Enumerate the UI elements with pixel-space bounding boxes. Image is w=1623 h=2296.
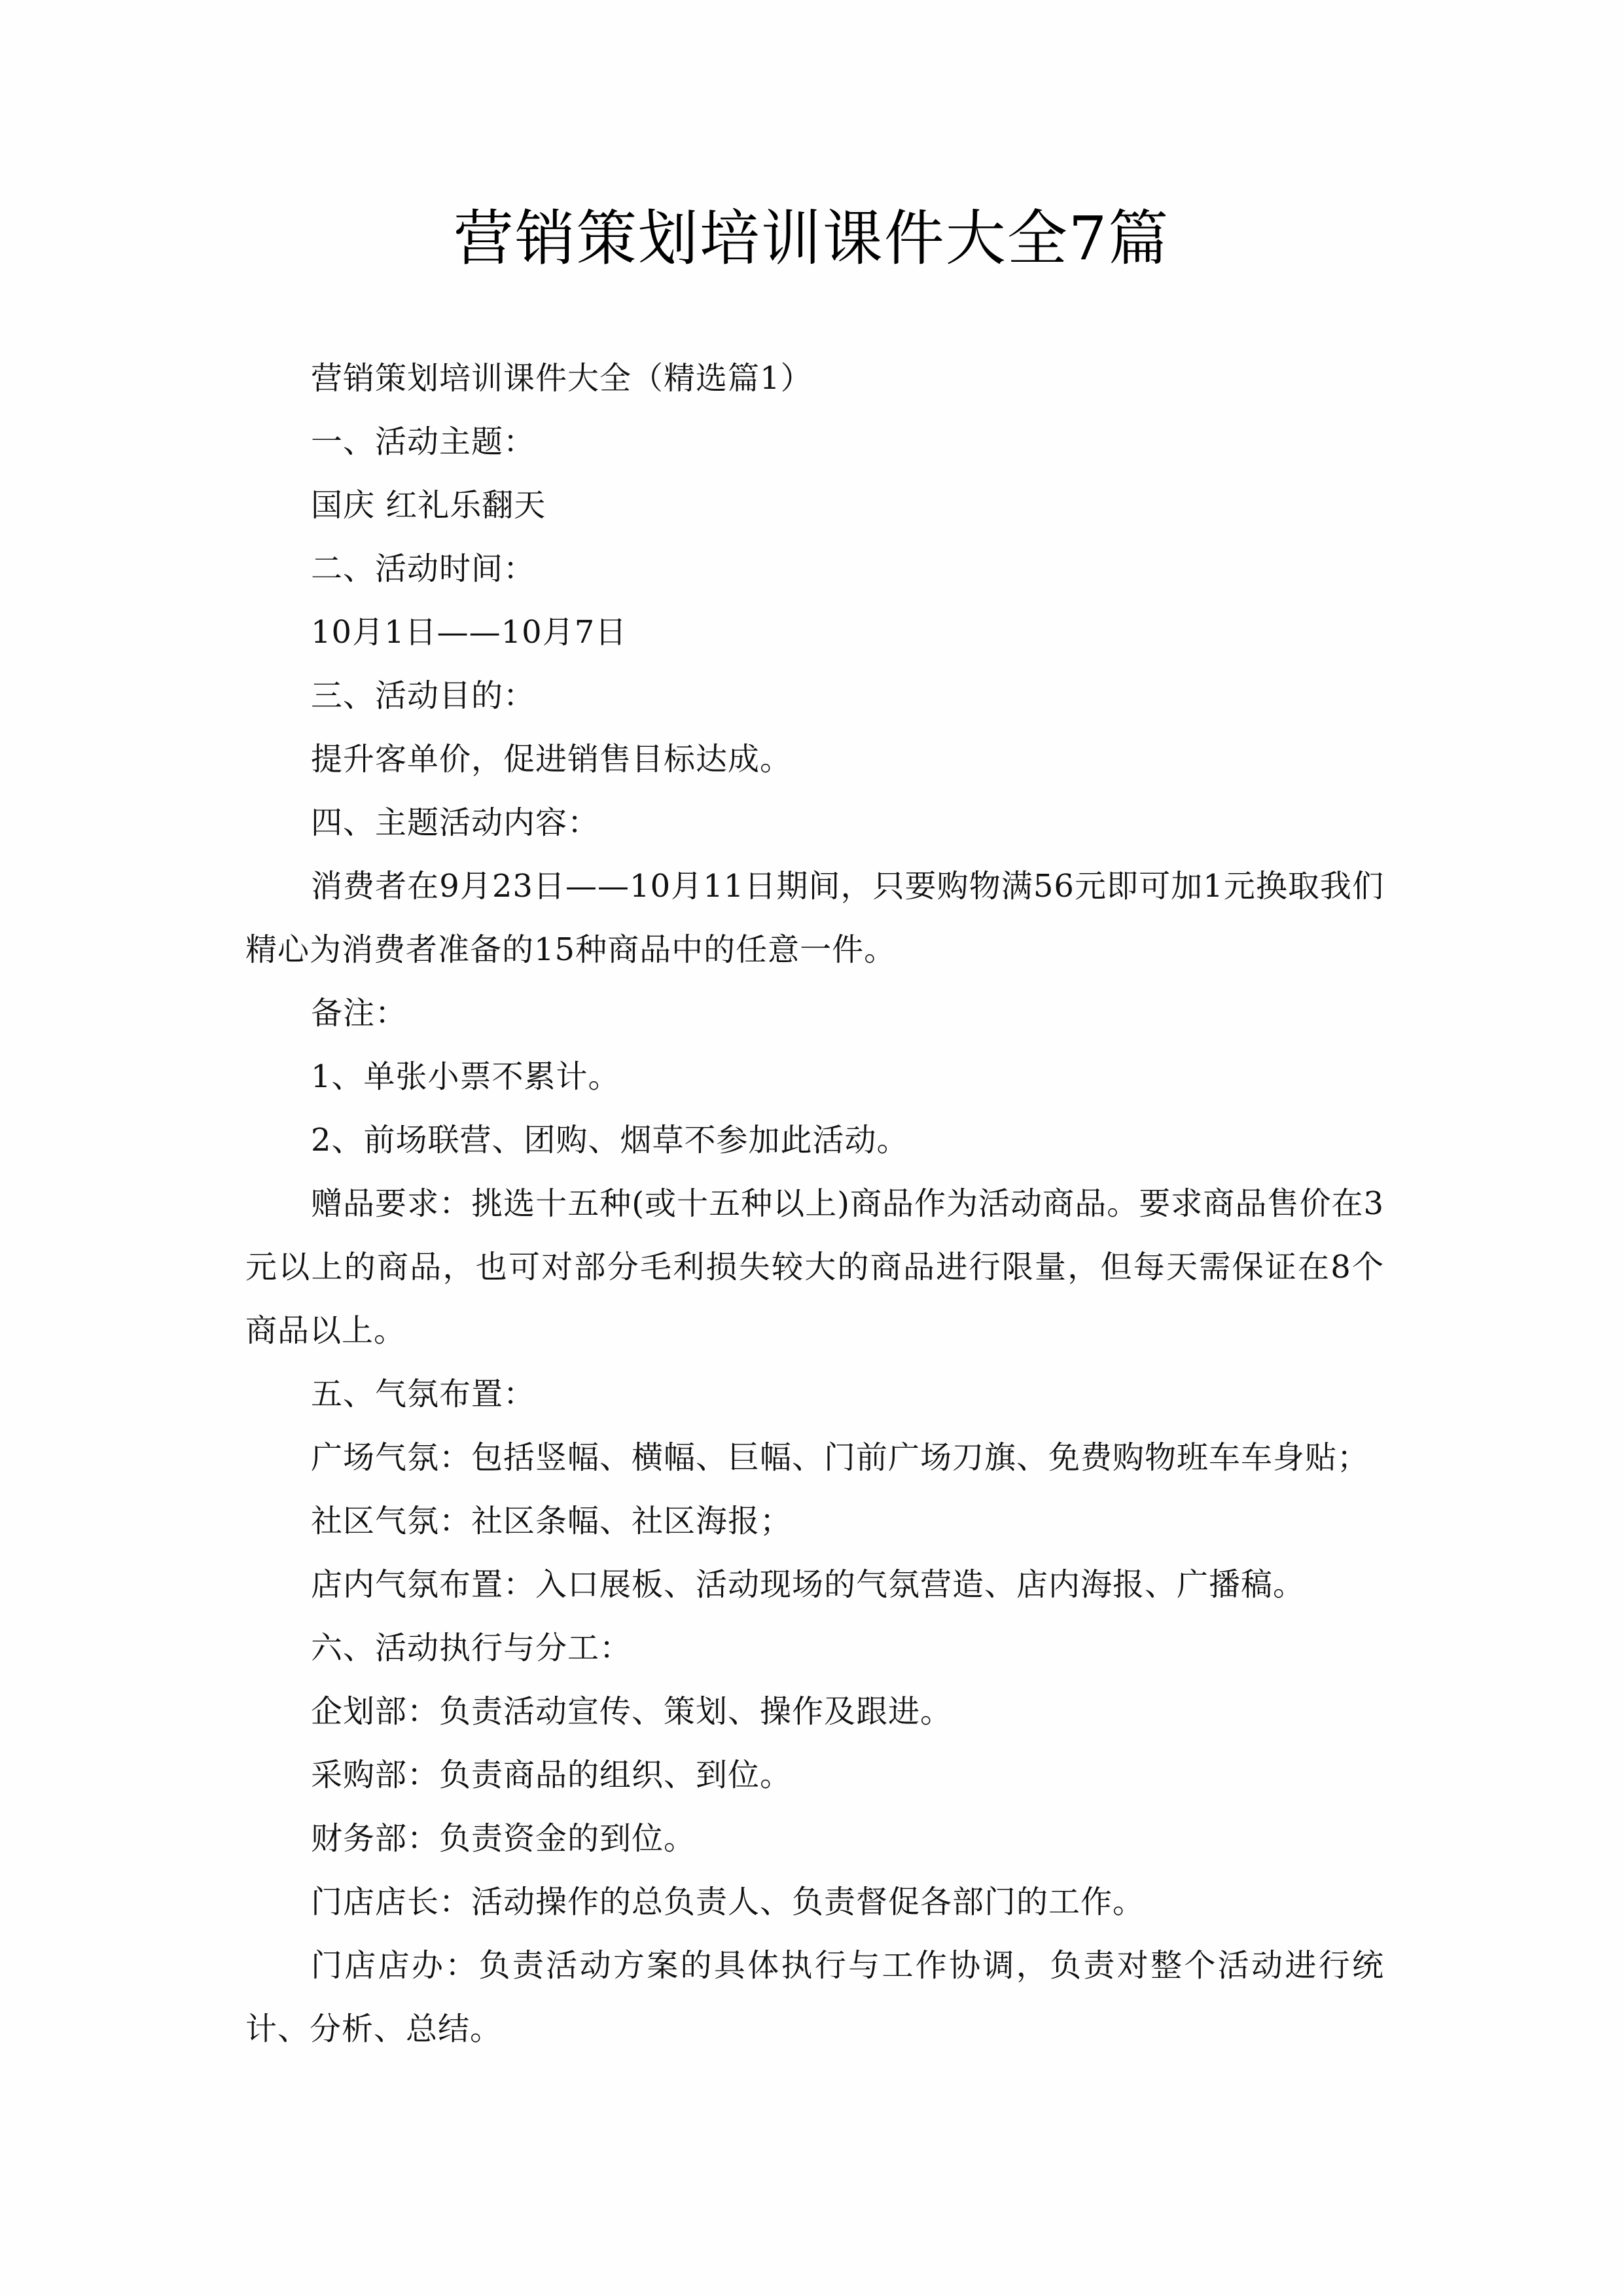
paragraph-section-heading: 营销策划培训课件大全（精选篇1） — [311, 360, 813, 397]
paragraph: 赠品要求：挑选十五种(或十五种以上)商品作为活动商品。要求商品售价在3元以上的商品，也可对部分毛利损失较大的商品进行限量，但每天需保证在8个商品以上。 — [245, 1185, 1384, 1349]
paragraph: 1、单张小票不累计。 — [311, 1058, 620, 1095]
paragraph: 消费者在9月23日——10月11日期间，只要购物满56元即可加1元换取我们精心为消费者准备的15种商品中的任意一件。 — [245, 868, 1384, 968]
document-title: 营销策划培训课件大全7篇 — [453, 204, 1170, 274]
paragraph-heading-atmosphere: 五、气氛布置： — [311, 1376, 536, 1412]
paragraph: 采购部：负责商品的组织、到位。 — [311, 1757, 793, 1793]
paragraph-heading-purpose: 三、活动目的： — [311, 677, 536, 714]
document-body — [245, 347, 1384, 2061]
paragraph: 门店店办：负责活动方案的具体执行与工作协调，负责对整个活动进行统计、分析、总结。 — [245, 1947, 1384, 2047]
paragraph: 财务部：负责资金的到位。 — [311, 1820, 696, 1857]
paragraph-heading-content: 四、主题活动内容： — [311, 804, 600, 841]
paragraph: 企划部：负责活动宣传、策划、操作及跟进。 — [311, 1693, 953, 1730]
paragraph-heading-notes: 备注： — [311, 995, 408, 1031]
paragraph: 门店店长：活动操作的总负责人、负责督促各部门的工作。 — [311, 1884, 1145, 1920]
paragraph-heading-theme: 一、活动主题： — [311, 423, 536, 460]
paragraph: 社区气氛：社区条幅、社区海报； — [311, 1503, 793, 1539]
paragraph: 广场气氛：包括竖幅、横幅、巨幅、门前广场刀旗、免费购物班车车身贴； — [311, 1439, 1370, 1476]
paragraph-heading-time: 二、活动时间： — [311, 550, 536, 587]
paragraph: 国庆 红礼乐翻天 — [311, 487, 546, 524]
paragraph: 店内气氛布置：入口展板、活动现场的气氛营造、店内海报、广播稿。 — [311, 1566, 1306, 1603]
paragraph: 2、前场联营、团购、烟草不参加此活动。 — [311, 1122, 909, 1158]
paragraph: 10月1日——10月7日 — [311, 614, 628, 651]
paragraph-heading-execution: 六、活动执行与分工： — [311, 1630, 632, 1666]
paragraph: 提升客单价，促进销售目标达成。 — [311, 741, 793, 778]
